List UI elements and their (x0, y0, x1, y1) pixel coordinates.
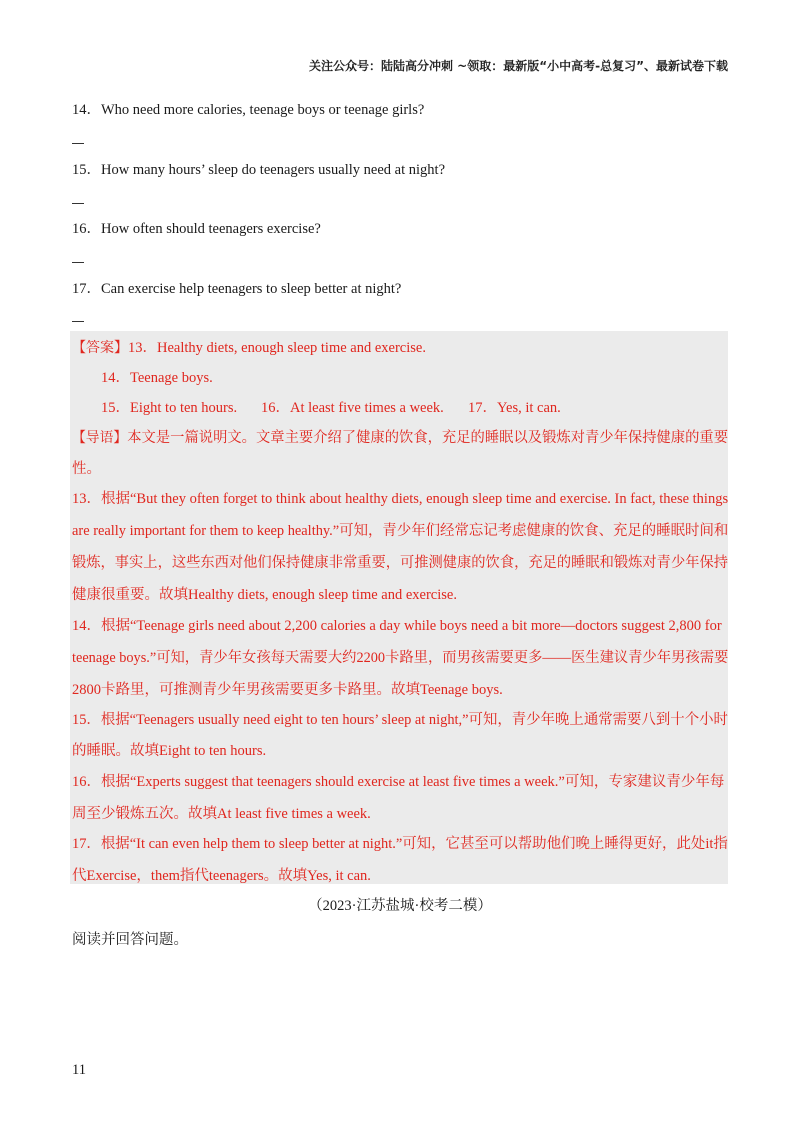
answer-blank-17 (72, 321, 84, 322)
reading-instruction: 阅读并回答问题。 (72, 932, 188, 948)
question-14: 14．Who need more calories, teenage boys or teenage girls? (72, 102, 425, 118)
answer-14: 14．Teenage boys. (101, 370, 213, 386)
explanation-17-line-1: 17．根据“It can even help them to sleep better at night.”可知，它甚至可以帮助他们晚上睡得更好，此处it指 (72, 836, 728, 852)
question-source: （2023·江苏盐城·校考二模） (308, 898, 492, 914)
answer-blank-16 (72, 262, 84, 263)
explanation-13-line-2: are really important for them to keep healthy.”可知，青少年们经常忘记考虑健康的饮食、充足的睡眠时间和 (72, 523, 729, 539)
explanation-14-line-3: 2800卡路里，可推测青少年男孩需要更多卡路里。故填Teenage boys. (72, 682, 503, 698)
explanation-16-line-2: 周至少锻炼五次。故填At least five times a week. (72, 806, 371, 822)
explanation-13-line-3: 锻炼，事实上，这些东西对他们保持健康非常重要，可推测健康的饮食，充足的睡眠和锻炼对青少年保持 (72, 555, 728, 571)
guide-line-2: 性。 (72, 461, 101, 477)
page-header: 关注公众号：陆陆高分冲刺 ~领取：最新版“小中高考-总复习”、最新试卷下载 (309, 59, 728, 73)
answer-16: 16．At least five times a week. (261, 400, 444, 416)
answer-15: 15．Eight to ten hours. (101, 400, 238, 416)
explanation-14-line-2: teenage boys.”可知，青少年女孩每天需要大约2200卡路里，而男孩需要更多——医生建议青少年男孩需要 (72, 650, 729, 666)
explanation-14-line-1: 14．根据“Teenage girls need about 2,200 calories a day while boys need a bit more—doctors suggest 2,800 for (72, 618, 722, 634)
guide-label: 【导语】 (72, 430, 128, 446)
answer-label: 【答案】 (72, 340, 128, 356)
guide-line-1 (72, 426, 728, 447)
guide-text-1: 本文是一篇说明文。文章主要介绍了健康的饮食，充足的睡眠以及锻炼对青少年保持健康的重要 (127, 430, 729, 446)
explanation-17-line-2: 代Exercise，them指代teenagers。故填Yes, it can. (72, 868, 371, 884)
explanation-15-line-1: 15．根据“Teenagers usually need eight to ten hours’ sleep at night,”可知，青少年晚上通常需要八到十个小时 (72, 712, 728, 728)
answer-17: 17．Yes, it can. (468, 400, 561, 416)
answer-blank-14 (72, 143, 84, 144)
question-16: 16．How often should teenagers exercise? (72, 221, 321, 237)
answer-13: 13．Healthy diets, enough sleep time and exercise. (128, 340, 426, 356)
question-17: 17．Can exercise help teenagers to sleep better at night? (72, 281, 402, 297)
page-number: 11 (72, 1062, 86, 1078)
answer-blank-15 (72, 203, 84, 204)
question-15: 15．How many hours’ sleep do teenagers usually need at night? (72, 162, 446, 178)
explanation-15-line-2: 的睡眠。故填Eight to ten hours. (72, 743, 267, 759)
explanation-16-line-1: 16．根据“Experts suggest that teenagers should exercise at least five times a week.”可知，专家建议青少年每 (72, 774, 725, 790)
answer-line-13 (72, 336, 426, 357)
explanation-13-line-1: 13．根据“But they often forget to think about healthy diets, enough sleep time and exercise. In fact, these things (72, 491, 729, 507)
explanation-13-line-4: 健康很重要。故填Healthy diets, enough sleep time and exercise. (72, 587, 457, 603)
